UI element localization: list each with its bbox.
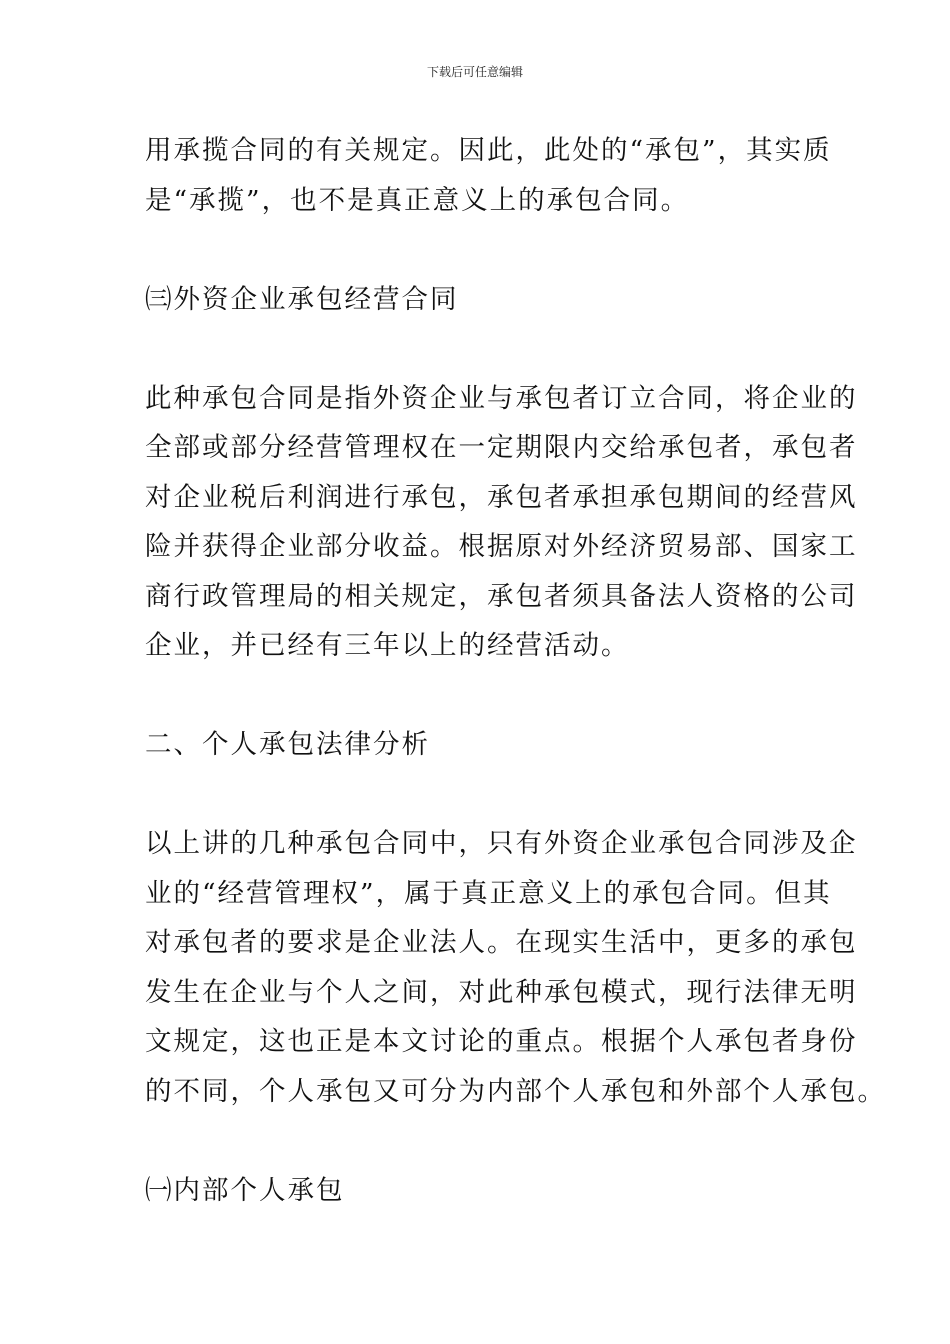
paragraph-line: 文规定，这也正是本文讨论的重点。根据个人承包者身份 xyxy=(145,1026,858,1057)
paragraph-line: 险并获得企业部分收益。根据原对外经济贸易部、国家工 xyxy=(145,531,858,562)
paragraph-line: 发生在企业与个人之间，对此种承包模式，现行法律无明 xyxy=(145,976,858,1008)
document-body xyxy=(145,126,886,1215)
paragraph-line: 全部或部分经营管理权在一定期限内交给承包者，承包者 xyxy=(145,432,858,463)
paragraph-3 xyxy=(145,819,886,1116)
paragraph-2 xyxy=(145,374,858,671)
paragraph-line: 以上讲的几种承包合同中，只有外资企业承包合同涉及企 xyxy=(145,828,858,859)
paragraph-line: 商行政管理局的相关规定，承包者须具备法人资格的公司 xyxy=(145,580,858,612)
paragraph-line: 对承包者的要求是企业法人。在现实生活中，更多的承包 xyxy=(145,927,858,958)
paragraph-line: 的不同，个人承包又可分为内部个人承包和外部个人承包。 xyxy=(145,1075,886,1107)
paragraph-line: 企业，并已经有三年以上的经营活动。 xyxy=(145,630,630,661)
section-heading-2: 二、个人承包法律分析 xyxy=(145,729,430,760)
paragraph-line: 此种承包合同是指外资企业与承包者订立合同，将企业的 xyxy=(145,382,858,414)
paragraph-line: 业的“经营管理权”，属于真正意义上的承包合同。但其 xyxy=(145,877,832,909)
page-header: 下载后可任意编辑 xyxy=(426,65,523,79)
paragraph-line: 对企业税后利润进行承包，承包者承担承包期间的经营风 xyxy=(145,481,858,513)
paragraph-1 xyxy=(145,126,832,225)
paragraph-line: 是“承揽”，也不是真正意义上的承包合同。 xyxy=(145,184,690,216)
section-heading-3: ㈢外资企业承包经营合同 xyxy=(145,283,459,315)
paragraph-line: 用承揽合同的有关规定。因此，此处的“承包”，其实质 xyxy=(145,135,832,166)
section-heading-1: ㈠内部个人承包 xyxy=(145,1174,345,1206)
